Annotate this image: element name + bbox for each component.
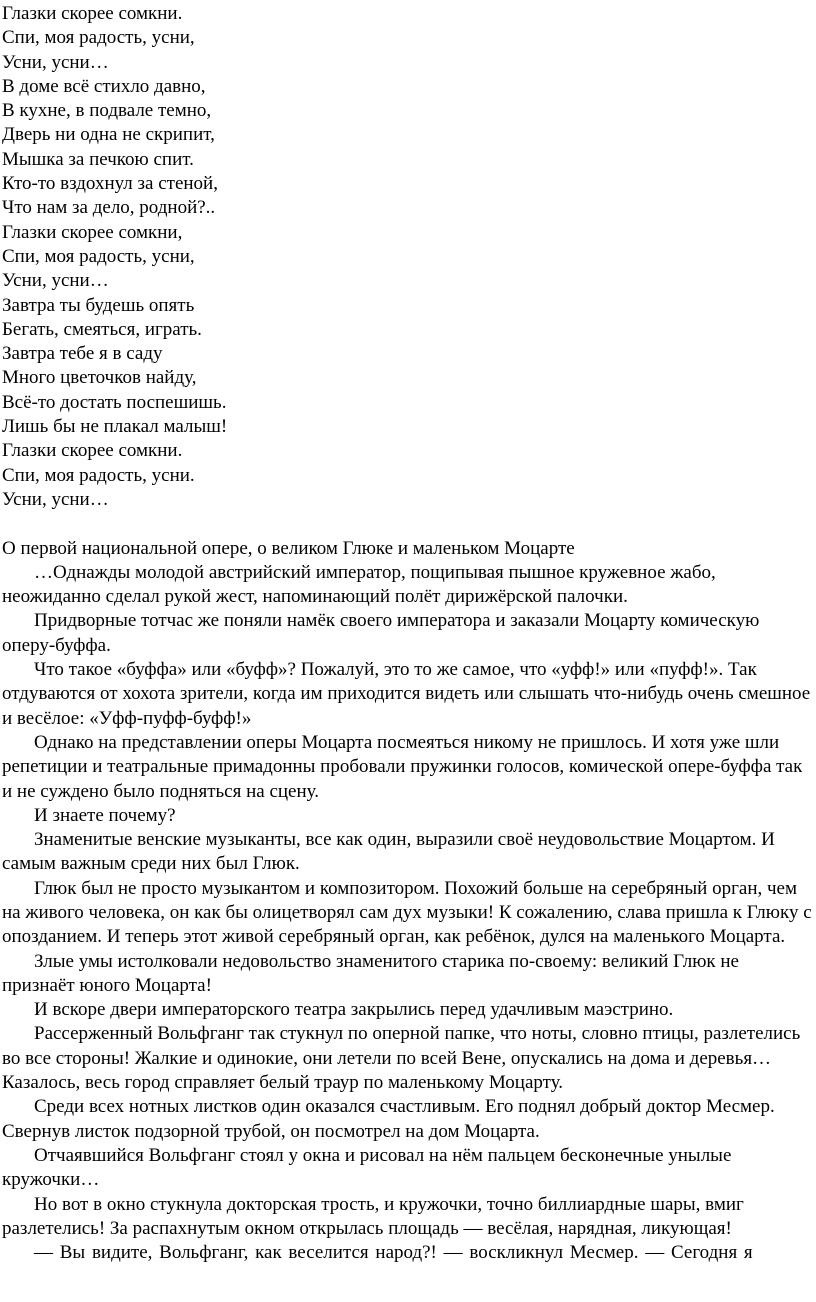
poem-line: В доме всё стихло давно,: [2, 75, 206, 97]
poem-line: Глазки скорее сомкни.: [2, 3, 183, 24]
poem-line: Спи, моя радость, усни,: [2, 245, 195, 267]
story-paragraph: Рассерженный Вольфганг так стукнул по оперной папке, что ноты, словно птицы, разлетелись во все стороны! Жалкие и одинокие, они летели по всей Вене, опускались на дома и деревья… Казалось, весь город справляет белый траур по маленькому Моцарту.: [2, 1023, 801, 1094]
story-paragraph: Придворные тотчас же поняли намёк своего императора и заказали Моцарту комическую оперу-буффа.: [2, 610, 760, 656]
poem-line: Усни, усни…: [2, 270, 109, 292]
blank-line: [2, 512, 816, 536]
story-paragraph: Что такое «буффа» или «буфф»? Пожалуй, это то же самое, что «уфф!» или «пуфф!». Так отдуваются от хохота зрители, когда им приходится видеть или слышать что-нибудь очень смешное и весёлое: «Уфф-пуфф-буфф!»: [2, 659, 811, 729]
poem-line: Усни, усни…: [2, 488, 109, 510]
story-paragraph: Отчаявшийся Вольфганг стоял у окна и рисовал на нём пальцем бесконечные унылые кружочки…: [2, 1144, 732, 1191]
story-paragraph: — Вы видите, Вольфганг, как веселится народ?! — воскликнул Месмер. — Сегодня я: [34, 1242, 753, 1264]
poem-line: Завтра тебе я в саду: [2, 343, 163, 365]
poem-line: В кухне, в подвале темно,: [2, 100, 212, 122]
lullaby-poem: [2, 2, 816, 512]
poem-line: Мышка за печкою спит.: [2, 148, 194, 170]
story-paragraph: Глюк был не просто музыкантом и композитором. Похожий больше на серебряный орган, чем на живого человека, он как бы олицетворял сам дух музыки! К сожалению, слава пришла к Глюку с опозданием. И теперь этот живой серебряный орган, как ребёнок, дулся на маленького Моцарта.: [2, 877, 812, 948]
story-paragraph: Но вот в окно стукнула докторская трость, и кружочки, точно биллиардные шары, вмиг разлетелись! За распахнутым окном открылась площадь — весёлая, нарядная, ликующая!: [2, 1193, 744, 1239]
story-paragraph: Злые умы истолковали недовольство знаменитого старика по-своему: великий Глюк не признаёт юного Моцарта!: [2, 950, 739, 996]
poem-line: Завтра ты будешь опять: [2, 294, 195, 316]
story-section: [2, 537, 816, 1266]
poem-line: Дверь ни одна не скрипит,: [2, 124, 215, 146]
poem-line: Усни, усни…: [2, 51, 109, 73]
story-paragraph: …Однажды молодой австрийский император, пощипывая пышное кружевное жабо, неожиданно сделал рукой жест, напоминающий полёт дирижёрской палочки.: [2, 561, 716, 608]
poem-line: Спи, моя радость, усни,: [2, 27, 195, 49]
poem-line: Всё-то достать поспешишь.: [2, 391, 227, 413]
poem-line: Много цветочков найду,: [2, 367, 197, 389]
poem-line: Что нам за дело, родной?..: [2, 197, 216, 219]
story-paragraph: Среди всех нотных листков один оказался счастливым. Его поднял добрый доктор Месмер. Свернув листок подзорной трубой, он посмотрел на дом Моцарта.: [2, 1096, 775, 1142]
story-paragraph: Знаменитые венские музыканты, все как один, выразили своё неудовольствие Моцартом. И самым важным среди них был Глюк.: [2, 829, 775, 875]
story-title: О первой национальной опере, о великом Глюке и маленьком Моцарте: [2, 537, 575, 559]
poem-line: Кто-то вздохнул за стеной,: [2, 173, 218, 195]
poem-line: Глазки скорее сомкни.: [2, 440, 183, 462]
poem-line: Глазки скорее сомкни,: [2, 221, 183, 243]
story-paragraph: Однако на представлении оперы Моцарта посмеяться никому не пришлось. И хотя уже шли репетиции и театральные примадонны пробовали пружинки голосов, комической опере-буффа так и не суждено было подняться на сцену.: [2, 731, 803, 802]
poem-line: Спи, моя радость, усни.: [2, 464, 195, 486]
story-paragraph: И знаете почему?: [34, 804, 176, 826]
poem-line: Бегать, смеяться, играть.: [2, 318, 202, 340]
poem-line: Лишь бы не плакал малыш!: [2, 416, 228, 438]
story-paragraph: И вскоре двери императорского театра закрылись перед удачливым маэстрино.: [34, 999, 674, 1021]
